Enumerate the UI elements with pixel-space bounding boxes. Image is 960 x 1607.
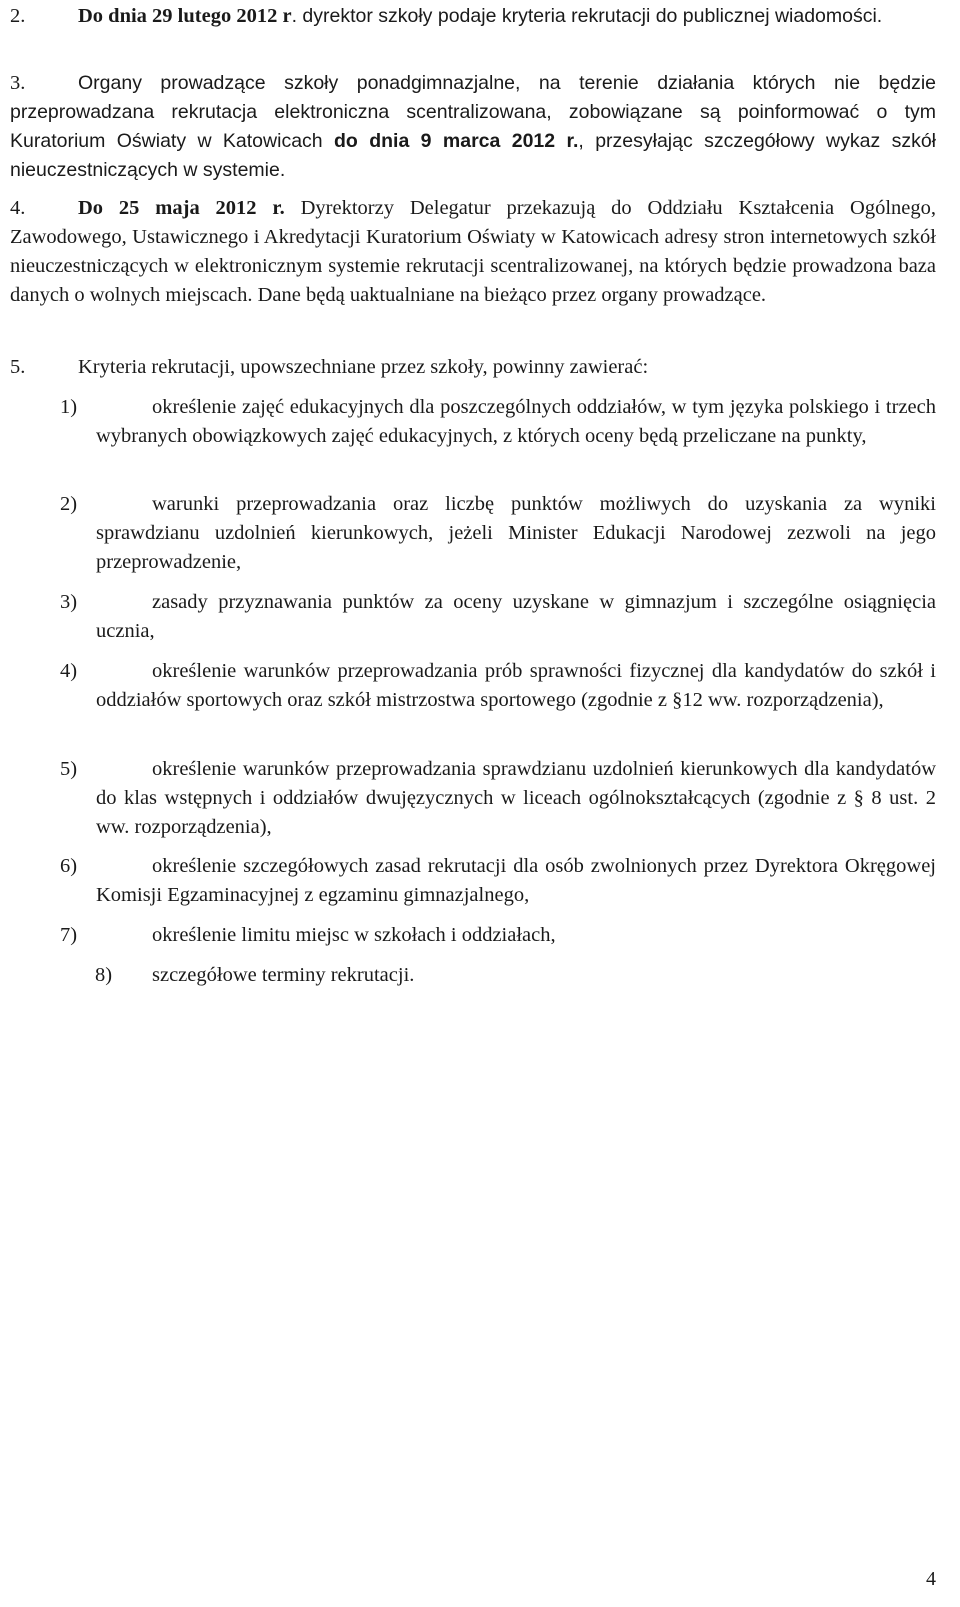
list-item bbox=[60, 657, 936, 715]
list-item-number: 8) bbox=[95, 964, 113, 986]
list-item-number: 1) bbox=[60, 396, 78, 418]
paragraph-text-end: , przesyłając szczegółowy wykaz szkół nieuczestniczących w systemie. bbox=[10, 130, 936, 181]
list-item bbox=[60, 588, 936, 646]
list-item-text: zasady przyznawania punktów za oceny uzyskane w gimnazjum i szczególne osiągnięcia ucznia, bbox=[96, 591, 936, 642]
list-item-number: 4) bbox=[60, 660, 78, 682]
list-item bbox=[60, 852, 936, 910]
paragraph-4 bbox=[10, 194, 936, 310]
list-item-text: określenie warunków przeprowadzania sprawdzianu uzdolnień kierunkowych dla kandydatów do klas wstępnych i oddziałów dwujęzycznych w liceach ogólnokształcących (zgodnie z § 8 ust. 2 ww. rozporządzenia), bbox=[96, 758, 936, 838]
paragraph-number: 3. bbox=[10, 72, 26, 94]
paragraph-text: Dyrektorzy Delegatur przekazują do Oddziału Kształcenia Ogólnego, Zawodowego, Ustawicznego i Akredytacji Kuratorium Oświaty w Katowicach adresy stron internetowych szkół nieuczestniczących w elektronicznym systemie rekrutacji scentralizowanej, na których będzie prowadzona baza danych o wolnych miejscach. Dane będą uaktualniane na bieżąco przez organy prowadzące. bbox=[10, 197, 936, 306]
paragraph-text: Organy prowadzące szkoły ponadgimnazjalne, na terenie działania których nie będzie przeprowadzana rekrutacja elektroniczna scentralizowana, zobowiązane są poinformować o tym Kuratorium Oświaty w Katowicach bbox=[10, 72, 936, 152]
list-item-text: określenie warunków przeprowadzania prób sprawności fizycznej dla kandydatów do szkół i oddziałów sportowych oraz szkół mistrzostwa sportowego (zgodnie z §12 ww. rozporządzenia), bbox=[96, 660, 936, 711]
deadline-bold: Do 25 maja 2012 r. bbox=[78, 197, 285, 219]
list-item-text: określenie zajęć edukacyjnych dla poszczególnych oddziałów, w tym języka polskiego i trzech wybranych obowiązkowych zajęć edukacyjnych, z których oceny będą przeliczane na punkty, bbox=[96, 396, 936, 447]
list-item-text: określenie limitu miejsc w szkołach i oddziałach, bbox=[152, 924, 556, 946]
paragraph-number: 5. bbox=[10, 356, 26, 378]
list-item bbox=[60, 961, 936, 990]
list-item bbox=[60, 490, 936, 577]
list-item-text: szczegółowe terminy rekrutacji. bbox=[152, 964, 415, 986]
list-item-text: warunki przeprowadzania oraz liczbę punktów możliwych do uzyskania za wyniki sprawdzianu uzdolnień kierunkowych, jeżeli Minister Edukacji Narodowej zezwoli na jego przeprowadzenie, bbox=[96, 493, 936, 573]
list-item-text: określenie szczegółowych zasad rekrutacji dla osób zwolnionych przez Dyrektora Okręgowej Komisji Egzaminacyjnej z egzaminu gimnazjalnego, bbox=[96, 855, 936, 906]
paragraph-3 bbox=[10, 69, 936, 185]
list-item-number: 3) bbox=[60, 591, 78, 613]
list-item bbox=[60, 921, 936, 950]
paragraph-text: . dyrektor szkoły podaje kryteria rekrutacji do publicznej wiadomości. bbox=[291, 5, 883, 27]
paragraph-text: Kryteria rekrutacji, upowszechniane przez szkoły, powinny zawierać: bbox=[78, 356, 649, 378]
paragraph-number: 4. bbox=[10, 197, 26, 219]
list-item-number: 6) bbox=[60, 855, 78, 877]
list-item-number: 2) bbox=[60, 493, 78, 515]
list-item bbox=[60, 755, 936, 842]
list-item-number: 5) bbox=[60, 758, 78, 780]
deadline-bold: do dnia 9 marca 2012 r. bbox=[334, 130, 579, 152]
list-item bbox=[60, 393, 936, 451]
paragraph-number: 2. bbox=[10, 5, 26, 27]
paragraph-2 bbox=[10, 2, 936, 31]
deadline-bold: Do dnia 29 lutego 2012 r bbox=[78, 5, 292, 27]
page-number: 4 bbox=[926, 1568, 936, 1590]
list-item-number: 7) bbox=[60, 924, 78, 946]
paragraph-5 bbox=[10, 353, 936, 382]
